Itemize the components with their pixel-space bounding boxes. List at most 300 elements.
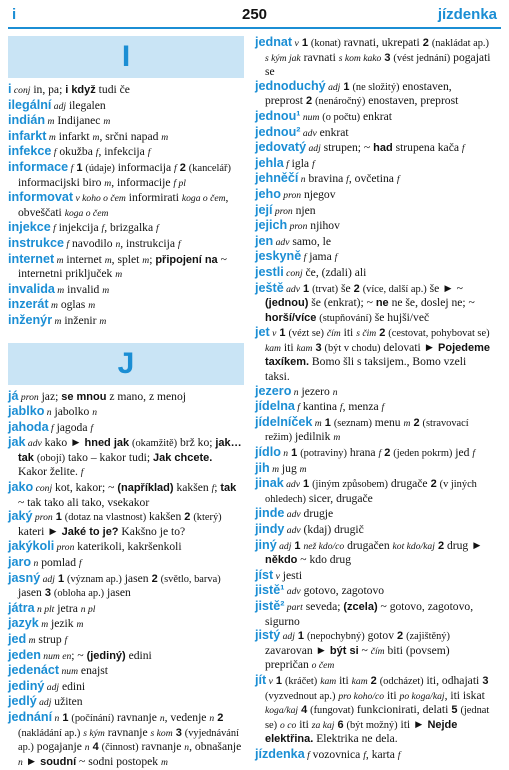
headword: jednou¹ <box>255 108 301 123</box>
dictionary-entry <box>255 477 491 506</box>
sense-note: (více, další ap.) <box>362 283 427 295</box>
translation-text: še ► ~ <box>426 281 463 295</box>
translation-text: tudi če <box>95 83 130 96</box>
headword: jedlý <box>8 694 37 709</box>
grammar-label: f <box>90 422 94 434</box>
sense-note: (potraviny) <box>300 448 347 460</box>
translation-text: ravnanje <box>104 725 151 739</box>
sense-note: (význam ap.) <box>66 573 122 585</box>
grammar-label: m <box>142 254 150 266</box>
headword: jezero <box>255 383 292 398</box>
phrase: 5 <box>448 704 458 717</box>
grammar-label: s čim <box>356 328 377 340</box>
phrase: 2 <box>303 95 313 108</box>
translation-text: informacija <box>114 160 175 174</box>
translation-text: še hujši/več <box>371 310 430 324</box>
headword: ještě <box>255 280 284 295</box>
dictionary-entry <box>255 748 491 763</box>
left-column <box>8 36 244 770</box>
grammar-label: n plt <box>34 603 55 615</box>
translation-text: samo, le <box>289 234 332 248</box>
translation-text: informirati <box>125 191 182 205</box>
headword: jasný <box>8 570 41 585</box>
translation-text: njen <box>292 203 316 217</box>
grammar-label: adv <box>25 438 42 450</box>
phrase: 4 <box>89 741 99 754</box>
headword: informace <box>8 159 69 174</box>
grammar-label: num <box>300 111 320 123</box>
headword: jehla <box>255 155 284 170</box>
translation-text: ravnati, ukrepati <box>340 36 420 49</box>
dictionary-entry <box>8 161 244 190</box>
phrase: 2 <box>410 416 420 429</box>
dictionary-entry <box>255 250 491 265</box>
grammar-label: m <box>48 300 58 312</box>
headword: jinak <box>255 476 284 491</box>
entries-j-continued <box>255 36 491 763</box>
phrase: 1 <box>298 37 308 49</box>
translation-text: z mano, z menoj <box>106 389 186 403</box>
translation-text: , menza <box>342 400 382 414</box>
translation-text: kantina <box>299 400 340 414</box>
grammar-label: f <box>311 158 315 170</box>
sense-note: (trvat) <box>312 283 339 295</box>
phrase: 2 <box>376 327 386 340</box>
translation-text: Elektrika ne dela. <box>313 732 398 746</box>
translation-text: infarkt <box>55 129 93 143</box>
dictionary-entry <box>255 282 491 326</box>
dictionary-entry <box>8 253 244 282</box>
grammar-label: num <box>59 666 79 678</box>
translation-text: edini <box>59 679 86 693</box>
dictionary-entry <box>8 114 244 129</box>
dictionary-entry <box>255 629 491 673</box>
headword: jablko <box>8 404 45 419</box>
grammar-label: v koho o čem <box>73 193 126 205</box>
translation-text: informacijski biro <box>18 175 105 189</box>
phrase: had <box>373 142 393 155</box>
dictionary-entry <box>8 556 244 571</box>
grammar-label: f <box>78 558 82 570</box>
grammar-label: f <box>147 147 151 159</box>
headword: invalida <box>8 281 55 296</box>
dictionary-entry <box>8 390 244 405</box>
translation-text: jedilnik <box>292 430 334 444</box>
translation-text: ~ internetni priključek <box>18 252 227 281</box>
headword: játra <box>8 600 35 615</box>
grammar-label: v <box>266 675 273 687</box>
headword: jazyk <box>8 616 39 631</box>
translation-text: ravnati <box>300 50 339 64</box>
phrase: 3 <box>479 674 489 687</box>
grammar-label: pron <box>280 189 302 201</box>
headword: jako <box>8 480 34 495</box>
translation-text: ~ kdo drug <box>297 553 352 567</box>
phrase: 2 <box>367 674 377 687</box>
dictionary-entry <box>8 145 244 160</box>
grammar-label: m <box>52 315 62 327</box>
phrase: 1 <box>52 511 62 524</box>
headword: jídlo <box>255 445 281 460</box>
phrase: ne <box>375 297 389 310</box>
dictionary-entry <box>255 584 491 599</box>
sense-note: (v jiných ohledech) <box>265 479 477 505</box>
grammar-label: f <box>283 158 289 170</box>
sense-note: (jiným způsobem) <box>312 479 388 491</box>
sense-note: (světlo, barva) <box>160 573 221 585</box>
translation-text: , informacije <box>111 175 174 189</box>
dictionary-entry <box>255 172 491 187</box>
dictionary-entry <box>255 539 491 568</box>
translation-text: jagoda <box>53 420 91 434</box>
phrase: (například) <box>117 482 174 495</box>
dictionary-entry <box>8 191 244 220</box>
headword: i <box>8 82 12 96</box>
phrase: 1 <box>54 572 65 585</box>
translation-text: seveda; <box>302 599 344 613</box>
dictionary-entry <box>8 283 244 298</box>
grammar-label: s kým <box>83 727 105 739</box>
phrase: (jednou) <box>265 297 309 310</box>
translation-text: jed <box>452 446 473 460</box>
translation-text: drugje <box>300 507 334 521</box>
grammar-label: m <box>299 463 307 475</box>
phrase: 2 <box>350 282 360 295</box>
page-number: 250 <box>241 6 268 23</box>
phrase: 2 <box>148 572 158 585</box>
grammar-label: f <box>363 749 366 761</box>
translation-text: navodilo <box>69 236 116 250</box>
grammar-label: m <box>45 116 55 128</box>
grammar-label: adj <box>280 631 295 643</box>
grammar-label: part <box>284 601 303 613</box>
grammar-label: pron <box>287 221 308 233</box>
translation-text: iti ► <box>397 717 428 731</box>
phrase: horší/více <box>265 311 317 324</box>
translation-text: strupena kača <box>392 141 462 155</box>
dictionary-entry <box>8 649 244 664</box>
translation-text: iti <box>340 326 357 340</box>
sense-note: (vyzvednout ap.) <box>265 690 336 702</box>
dictionary-entry <box>8 130 244 145</box>
translation-text: injekcija <box>55 221 102 235</box>
headword: jaro <box>8 555 32 570</box>
grammar-label: kam <box>351 675 368 687</box>
grammar-label: m <box>88 300 96 312</box>
sense-note: (být v chodu) <box>324 342 381 354</box>
phrase: 1 <box>321 416 331 429</box>
grammar-label: m <box>76 619 84 631</box>
translation-text: funkcionirati, delati <box>354 703 449 717</box>
phrase: i když <box>65 84 96 96</box>
grammar-label: f <box>64 238 70 250</box>
sense-note: (dotaz na vlastnost) <box>64 512 147 524</box>
translation-text: kot, kakor; ~ <box>52 481 118 495</box>
translation-text: kateri ► <box>18 524 62 538</box>
dictionary-entry <box>255 80 491 109</box>
grammar-label: f <box>461 143 465 155</box>
dictionary-entry <box>255 600 491 628</box>
headword: jedenáct <box>8 663 60 678</box>
grammar-label: m <box>54 254 64 266</box>
letter-band-j: J <box>8 343 244 385</box>
phrase: (zcela) <box>343 600 378 613</box>
grammar-label: f <box>301 252 307 264</box>
grammar-label: pron <box>272 205 293 217</box>
grammar-label: m <box>403 417 411 429</box>
dictionary-entry <box>8 510 244 539</box>
phrase: 1 <box>294 630 305 643</box>
grammar-label: koga o čem <box>181 193 226 205</box>
translation-text: jaz; <box>38 389 62 403</box>
headword: jediný <box>8 678 45 693</box>
sense-note: (okamžitě) <box>132 438 178 450</box>
grammar-label: m <box>99 315 107 327</box>
grammar-label: za kaj <box>311 719 335 731</box>
dictionary-entry <box>8 481 244 509</box>
translation-text: , karta <box>365 747 398 761</box>
phrase: 2 <box>176 161 186 174</box>
headword: jinde <box>255 506 285 521</box>
headword: jehněčí <box>255 171 299 186</box>
letter-band-i: I <box>8 36 244 78</box>
headword: jet <box>255 325 270 340</box>
translation-text: , infekcija <box>98 145 148 159</box>
header-rule <box>8 27 501 29</box>
translation-text: ~ tak tako ali tako, vsekakor <box>18 495 150 509</box>
sense-note: (činnost) <box>101 742 139 754</box>
dictionary-entry <box>8 664 244 679</box>
translation-text: , ovčetina <box>348 172 397 186</box>
grammar-label: po koga/kaj <box>399 690 445 702</box>
phrase: jak… tak <box>18 437 242 464</box>
dictionary-entry <box>8 436 244 480</box>
translation-text: , instrukcija <box>120 236 178 250</box>
grammar-label: adv <box>300 127 317 139</box>
grammar-label: f <box>50 223 56 235</box>
grammar-label: n <box>184 742 190 754</box>
translation-text: zavarovan ► <box>265 643 330 657</box>
translation-text: drugačen <box>344 538 393 552</box>
phrase: tak <box>220 482 237 495</box>
grammar-label: adv <box>273 236 290 248</box>
translation-text: katerikoli, kakršenkoli <box>74 540 182 554</box>
dictionary-entry <box>255 385 491 400</box>
grammar-label: koga/kaj <box>265 705 299 717</box>
grammar-label: kot kdo/kaj <box>392 540 435 552</box>
grammar-label: f <box>48 422 54 434</box>
translation-text: njihov <box>307 219 340 233</box>
sense-note: (jeden pokrm) <box>393 448 453 460</box>
grammar-label: f <box>396 174 400 186</box>
translation-text: iti <box>296 717 312 731</box>
headword: jakýkoli <box>8 539 55 554</box>
translation-text: jasen <box>18 586 42 600</box>
dictionary-entry <box>8 298 244 313</box>
grammar-label: f <box>177 238 181 250</box>
grammar-label: f <box>156 223 159 235</box>
translation-text: užiten <box>51 695 83 709</box>
translation-text: Kakšno je to? <box>118 524 186 538</box>
dictionary-entry <box>8 711 244 769</box>
headword: jídelníček <box>255 414 313 429</box>
phrase: 1 <box>291 539 301 552</box>
grammar-label: f <box>101 223 105 235</box>
sense-note: (kráčet) <box>284 675 318 687</box>
headword: jahoda <box>8 419 49 434</box>
headword: jeho <box>255 186 281 201</box>
grammar-label: m <box>333 432 341 444</box>
headword: jistý <box>255 628 281 643</box>
grammar-label: n <box>332 386 338 398</box>
entries-i <box>8 83 244 329</box>
translation-text: strupen; ~ <box>320 141 374 155</box>
translation-text: ravnanje <box>138 740 185 754</box>
phrase: 3 <box>41 587 52 600</box>
translation-text: tako – kakor tudi; <box>65 450 153 464</box>
translation-text: še (enkrat); ~ <box>308 296 376 310</box>
phrase: (jediný) <box>86 649 126 662</box>
headword: já <box>8 388 19 403</box>
translation-text: inženir <box>61 313 100 327</box>
grammar-label: m <box>26 635 36 646</box>
headword: infekce <box>8 144 52 159</box>
translation-text: in, pa; <box>30 83 66 96</box>
translation-text: ~ gotovo, zagotovo, sigurno <box>265 599 474 628</box>
dictionary-entry <box>8 405 244 420</box>
translation-text: ~ sodni postopek <box>76 754 161 768</box>
headword: jednání <box>8 709 53 724</box>
translation-text: delovati ► <box>380 340 439 354</box>
dictionary-entry <box>255 446 491 461</box>
dictionary-entry <box>255 188 491 203</box>
translation-text: iti, odhajati <box>423 673 480 687</box>
sense-note: (vézt se) <box>288 328 324 340</box>
dictionary-entry <box>8 633 244 648</box>
headword: jeskyně <box>255 249 302 264</box>
phrase: 2 <box>381 447 391 460</box>
grammar-label: adj <box>51 100 67 112</box>
grammar-label: f <box>211 483 215 495</box>
phrase: 1 <box>340 80 350 93</box>
translation-text: edini <box>125 648 152 662</box>
dictionary-entry <box>8 617 244 632</box>
headword: inzerát <box>8 297 49 312</box>
translation-text: Kakor želite. <box>18 465 81 479</box>
translation-text: , iti iskat <box>444 688 485 702</box>
translation-text: , obnašanje <box>189 740 242 754</box>
translation-text: pogajati se <box>265 50 491 79</box>
dictionary-entry <box>255 266 491 281</box>
translation-text: jasen <box>121 571 149 585</box>
translation-text: kakšen <box>146 510 182 524</box>
translation-text: jezik <box>48 617 77 631</box>
sense-note: (o počtu) <box>322 111 361 123</box>
grammar-label: f <box>397 749 401 761</box>
translation-text: če, (zdali) ali <box>302 265 367 279</box>
translation-text: menu <box>371 415 404 429</box>
dictionary-entry <box>255 204 491 219</box>
sense-note: (počínání) <box>71 712 115 724</box>
phrase: soudní <box>40 755 77 768</box>
grammar-label: kam <box>320 675 337 687</box>
grammar-label: adv <box>283 283 300 295</box>
translation-text: še <box>338 281 351 295</box>
dictionary-entry <box>8 540 244 555</box>
grammar-label: m <box>46 131 56 143</box>
grammar-label: m <box>104 254 112 266</box>
translation-text: (kdaj) drugič <box>300 523 364 536</box>
right-column <box>255 36 491 764</box>
grammar-label: f <box>51 147 57 159</box>
translation-text: jasen <box>104 586 131 600</box>
translation-text: , vedenje <box>164 710 210 724</box>
headword: jíst <box>255 567 274 582</box>
headword: jít <box>255 672 267 687</box>
sense-note: (fungovat) <box>310 705 354 717</box>
translation-text: , brizgalka <box>104 221 157 235</box>
sense-note: (vyjednávání ap.) <box>18 727 239 754</box>
grammar-label: adj <box>276 540 292 552</box>
grammar-label: f pl <box>173 177 186 189</box>
phrase: 2 <box>214 711 224 724</box>
headword: její <box>255 202 273 217</box>
grammar-label: m <box>161 131 169 143</box>
translation-text: jesti <box>279 568 303 582</box>
headword: jeden <box>8 647 41 662</box>
grammar-label: n <box>280 448 289 460</box>
phrase: 1 <box>73 161 83 174</box>
translation-text: okužba <box>56 145 96 159</box>
grammar-label: conj <box>11 85 31 96</box>
dictionary-entry <box>255 141 491 156</box>
translation-text: jama <box>306 250 335 264</box>
translation-text: drugače <box>387 477 428 491</box>
headword: internet <box>8 251 55 266</box>
grammar-label: pron <box>54 542 75 554</box>
phrase: Nejde elektřina. <box>265 718 458 746</box>
headword: jízdenka <box>255 746 305 761</box>
headword: informovat <box>8 190 74 205</box>
translation-text: pomlad <box>38 556 79 570</box>
grammar-label: n <box>115 238 121 250</box>
translation-text: ne še, doslej ne; ~ <box>388 296 475 310</box>
grammar-label: n <box>298 174 306 186</box>
grammar-label: n <box>209 712 215 724</box>
phrase: 2 <box>394 630 404 643</box>
headword: jindy <box>255 522 285 536</box>
headword: jen <box>255 233 274 248</box>
dictionary-entry <box>255 507 491 522</box>
sense-note: (stupňování) <box>319 312 372 324</box>
sense-note: (nakládání ap.) <box>18 727 81 739</box>
sense-note: (vést jednání) <box>393 52 451 64</box>
translation-text: ravnanje <box>114 710 160 724</box>
phrase: Jak chcete. <box>153 451 213 464</box>
translation-text: kako ► <box>41 436 85 450</box>
sense-note: (jednat se) <box>265 705 490 731</box>
sense-note: (zajištěný) <box>406 631 450 643</box>
grammar-label: n <box>84 742 90 754</box>
grammar-label: m <box>54 284 65 296</box>
sense-note: (nenáročný) <box>315 96 366 108</box>
translation-text: enajst <box>78 664 108 678</box>
dictionary-entry <box>8 680 244 695</box>
translation-text: vozovnica <box>309 747 364 761</box>
translation-text: , obveščati <box>18 191 229 219</box>
phrase: 2 <box>434 539 445 552</box>
phrase: 1 <box>288 447 298 460</box>
